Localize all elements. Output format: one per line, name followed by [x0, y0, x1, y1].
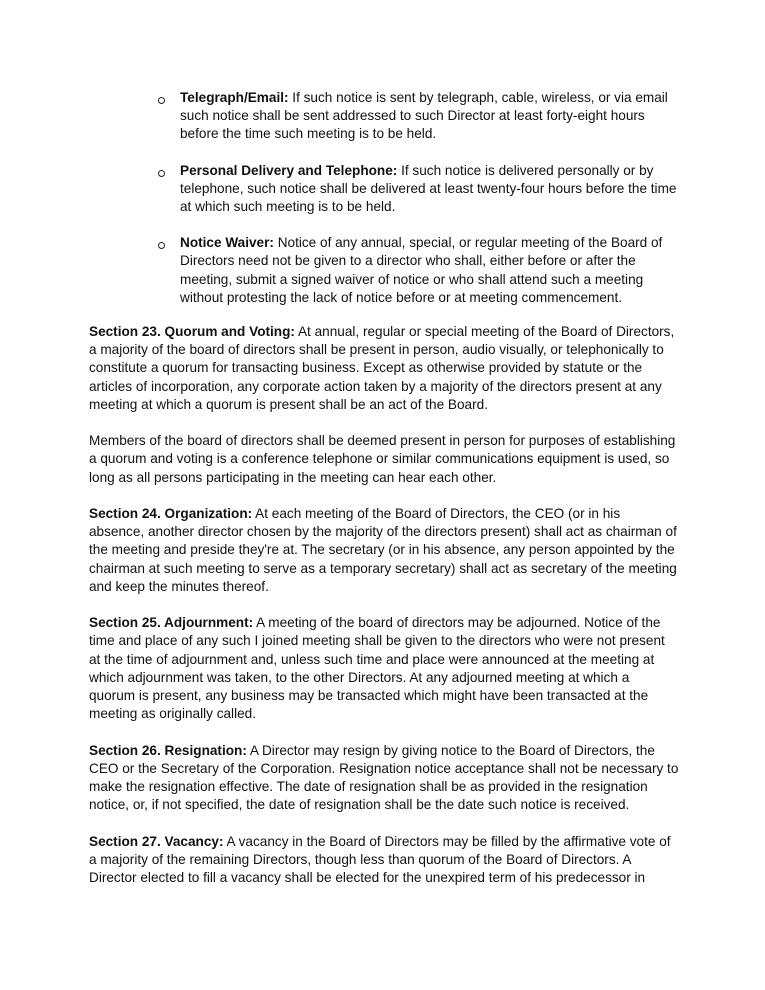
hollow-bullet-icon — [158, 97, 165, 104]
list-item-personal-delivery — [158, 162, 678, 217]
section-body: A vacancy in the Board of Directors may be filled by the affirmative vote of a majority of the remaining Directors, though less than quorum of the Board of Directors. A Director elected to fill a vacancy shall be elected for the unexpired term of his predecessor in — [89, 833, 671, 886]
section-24-paragraph — [89, 505, 679, 596]
section-25-paragraph — [89, 614, 679, 723]
hollow-bullet-icon — [158, 242, 165, 249]
notice-method-list — [158, 89, 678, 325]
section-body: A Director may resign by giving notice to the Board of Directors, the CEO or the Secretary of the Corporation. Resignation notice acceptance shall not be necessary to make the resignation effective. The date of resignation shall be as provided in the resignation notice, or, if not specified, the date of resignation shall be the date such notice is received. — [89, 742, 679, 813]
section-23-paragraph — [89, 323, 679, 414]
section-heading: Section 25. Adjournment: — [89, 615, 254, 631]
section-body: At each meeting of the Board of Directors, the CEO (or in his absence, another director chosen by the majority of the directors present) shall act as chairman of the meeting and preside they're at. The secretary (or in his absence, any person appointed by the chairman at such meeting to serve as a temporary secretary) shall act as secretary of the meeting and keep the minutes thereof. — [89, 506, 677, 594]
section-body: A meeting of the board of directors may be adjourned. Notice of the time and place of any such I joined meeting shall be given to the directors who were not present at the time of adjournment and, unless such time and place were announced at the meeting at which adjournment was taken, to the other Directors. At any adjourned meeting at which a quorum is present, any business may be transacted which might have been transacted at the meeting as originally called. — [89, 615, 665, 722]
list-item-telegraph-email — [158, 89, 678, 144]
section-heading: Section 24. Organization: — [89, 506, 253, 521]
list-item-notice-waiver — [158, 234, 678, 307]
hollow-bullet-icon — [158, 170, 165, 177]
section-body: At annual, regular or special meeting of the Board of Directors, a majority of the board of directors shall be present in person, audio visually, or telephonically to constitute a quorum for transacting business. Except as otherwise provided by statute or the articles of incorporation, any corporate action taken by a majority of the directors present at any meeting at which a quorum is present shall be an act of the Board. — [89, 324, 675, 412]
section-heading: Section 27. Vacancy: — [89, 833, 224, 849]
list-item-text: If such notice is delivered personally or by telephone, such notice shall be delivered at least twenty-four hours before the time at which such meeting is to be held. — [180, 162, 677, 215]
section-heading: Section 23. Quorum and Voting: — [89, 324, 295, 339]
section-23-paragraph-2: Members of the board of directors shall be deemed present in person for purposes of establishing a quorum and voting is a conference telephone or similar communications equipment is used, so long as all persons participating in the meeting can hear each other. — [89, 433, 676, 485]
list-item-text: If such notice is sent by telegraph, cable, wireless, or via email such notice shall be sent addressed to such Director at least forty-eight hours before the time such meeting is to be held. — [180, 90, 668, 142]
section-27-paragraph — [89, 833, 679, 888]
list-item-text: Notice of any annual, special, or regular meeting of the Board of Directors need not be given to a director who shall, either before or after the meeting, submit a signed waiver of notice or who shall attend such a meeting without protesting the lack of notice before or at meeting commencement. — [180, 235, 663, 305]
list-item-label: Telegraph/Email: — [180, 90, 289, 105]
list-item-label: Personal Delivery and Telephone: — [180, 162, 398, 178]
bylaw-sections — [89, 323, 679, 905]
section-26-paragraph — [89, 742, 679, 815]
list-item-label: Notice Waiver: — [180, 235, 274, 251]
section-heading: Section 26. Resignation: — [89, 742, 247, 758]
